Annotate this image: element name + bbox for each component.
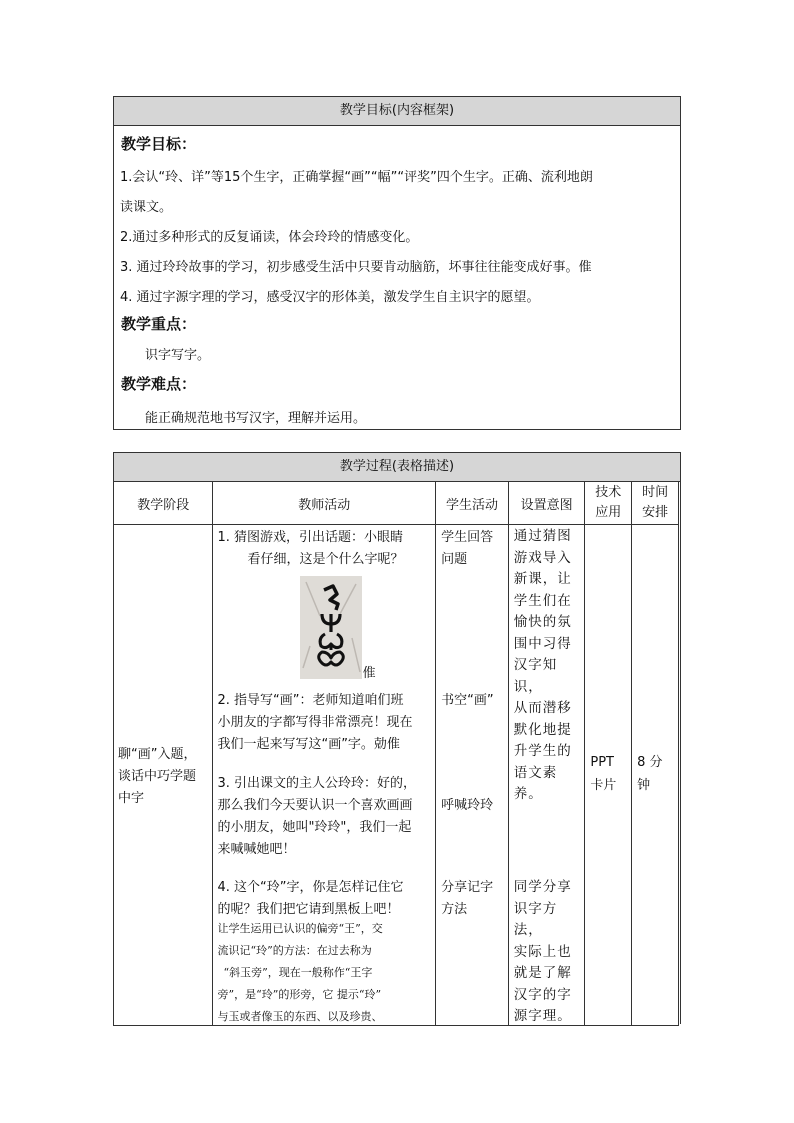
image-mark: 倠 bbox=[362, 666, 376, 681]
header-intent: 设置意图 bbox=[508, 482, 585, 525]
teaching-goals-box bbox=[113, 96, 681, 430]
tech-cell: PPT 卡片 bbox=[585, 525, 632, 1026]
header-tech: 技术 应用 bbox=[585, 482, 632, 525]
intent-paragraph-2: 同学分享 识字方法， 实际上也 就是了解 汉字的字 源字理。 bbox=[513, 879, 572, 1024]
key-point-text: 识字写字。 bbox=[145, 348, 211, 363]
header-teacher: 教师活动 bbox=[213, 482, 436, 525]
difficulty-heading: 教学难点： bbox=[121, 375, 197, 393]
difficulty-text: 能正确规范地书写汉字，理解并运用。 bbox=[145, 411, 367, 426]
header-student: 学生活动 bbox=[436, 482, 509, 525]
intent-paragraph-1: 通过猜图 游戏导入 新课，让 学生们在 愉快的氛 围中习得 汉字知识， 从而潜移 默化地提 升学生的 语文素养。 bbox=[513, 528, 572, 802]
goals-title: 教学目标(内容框架) bbox=[114, 97, 680, 126]
goal-line-4: 3. 通过玲玲故事的学习，初步感受生活中只要肯动脑筋，坏事往往能变成好事。倠 bbox=[120, 260, 592, 275]
ancient-character-image bbox=[300, 576, 362, 679]
process-table bbox=[113, 481, 679, 1026]
goal-line-1: 1.会认“玲、详”等15个生字，正确掌握“画”“幅”“评奖”四个生字。正确、流利地朗 bbox=[120, 170, 593, 185]
table-row bbox=[114, 525, 679, 1026]
table-header-row bbox=[114, 482, 679, 525]
goal-line-3: 2.通过多种形式的反复诵读，体会玲玲的情感变化。 bbox=[120, 230, 419, 245]
process-title: 教学过程(表格描述) bbox=[114, 453, 680, 482]
time-cell: 8 分 钟 bbox=[632, 525, 679, 1026]
header-stage: 教学阶段 bbox=[114, 482, 213, 525]
teaching-process-box bbox=[113, 452, 681, 1024]
key-point-heading: 教学重点： bbox=[121, 315, 197, 333]
goal-line-5: 4. 通过字源字理的学习，感受汉字的形体美，激发学生自主识字的愿望。 bbox=[120, 290, 540, 305]
goal-line-2: 读课文。 bbox=[120, 200, 173, 215]
teacher-activity-cell: 1. 猜图游戏，引出话题：小眼睛 看仔细，这是个什么字呢？ 倠 2. 指导写“画”：老师知道咱们班 小朋友的字都写得非常漂亮！现在 我们一起来写写这“画”字。勀倠 3. 引出课文的主人公玲玲：好的， 那么我们今天要认识一个喜欢画画 的小朋友，她叫"玲玲"，我们一起 来喊喊她吧！ 4. 这个“玲”字，你是怎样记住它 的呢？我们把它请到黑板上吧！ 让学生运用已认识的偏旁“王”，交 流识记“玲”的方法：在过去称为 “斜玉旁”，现在一般称作“王字 旁”，是“玲”的形旁，它 提示“玲” 与玉或者像玉的东西、以及珍贵、 bbox=[213, 525, 436, 1026]
student-activity-cell: 学生回答 问题 书空“画” 呼喊玲玲 分享记字 方法 bbox=[436, 525, 509, 1026]
ancient-hua-glyph-icon bbox=[300, 576, 362, 679]
stage-cell: 聊“画”入题， 谈话中巧学题 中字 bbox=[114, 525, 213, 1026]
intent-cell bbox=[508, 525, 585, 1026]
header-time: 时间 安排 bbox=[632, 482, 679, 525]
goal-heading: 教学目标： bbox=[121, 135, 197, 153]
